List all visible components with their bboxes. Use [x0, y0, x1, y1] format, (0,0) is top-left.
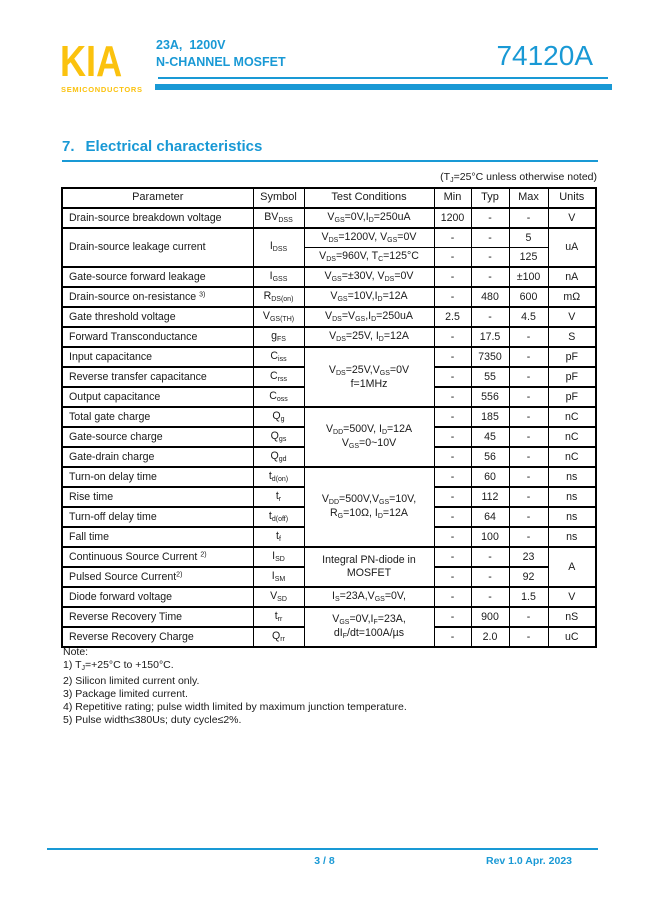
notes-label: Note: [63, 646, 89, 658]
value-cell: 45 [471, 427, 509, 447]
header-subtitle [156, 37, 286, 71]
value-cell: 17.5 [471, 327, 509, 347]
table-row [62, 307, 596, 327]
note-item: 5) Pulse width≤380Us; duty cycle≤2%. [63, 713, 242, 726]
value-cell: $R_{DS(on)}$ [253, 287, 304, 307]
value-cell: 2.5 [434, 307, 471, 327]
value-cell: 60 [471, 467, 509, 487]
value-cell: - [509, 487, 548, 507]
value-cell: - [434, 387, 471, 407]
table-row [62, 587, 596, 607]
value-cell: 600 [509, 287, 548, 307]
value-cell: $BV_{DSS}$ [253, 208, 304, 228]
value-cell: - [434, 228, 471, 248]
value-cell: 5 [509, 228, 548, 248]
value-cell: $t_{rr}$ [253, 607, 304, 627]
value-cell: $V_{SD}$ [253, 587, 304, 607]
value-cell: $C_{rss}$ [253, 367, 304, 387]
value-cell: $Q_{gs}$ [253, 427, 304, 447]
value-cell: ns [548, 527, 596, 547]
value-cell: ns [548, 487, 596, 507]
value-cell: $V_{DS}=V_{GS},I_D=250uA$ [304, 307, 434, 327]
value-cell: - [434, 607, 471, 627]
parameter-cell: Drain-source leakage current [62, 228, 253, 267]
parameter-cell: Total gate charge [62, 407, 253, 427]
parameter-cell: Pulsed Source Current$^{2)}$ [62, 567, 253, 587]
value-cell: - [509, 467, 548, 487]
device-type-line: N-CHANNEL MOSFET [156, 55, 286, 69]
value-cell: - [434, 627, 471, 647]
value-cell: A [548, 547, 596, 587]
value-cell: $Q_{rr}$ [253, 627, 304, 647]
parameter-cell: Reverse Recovery Time [62, 607, 253, 627]
value-cell: - [509, 347, 548, 367]
value-cell: $t_r$ [253, 487, 304, 507]
value-cell: pF [548, 387, 596, 407]
value-cell: V [548, 208, 596, 228]
value-cell: - [471, 587, 509, 607]
notes-block [63, 646, 407, 727]
value-cell: - [434, 447, 471, 467]
value-cell: 480 [471, 287, 509, 307]
value-cell: 556 [471, 387, 509, 407]
parameter-cell: Forward Transconductance [62, 327, 253, 347]
value-cell: $t_f$ [253, 527, 304, 547]
value-cell: - [471, 307, 509, 327]
column-header: Min [434, 188, 471, 208]
electrical-characteristics-table [61, 187, 597, 648]
notes-list [63, 659, 407, 727]
value-cell: nC [548, 447, 596, 467]
value-cell: - [434, 367, 471, 387]
table-header-row [62, 188, 596, 208]
footer-rule [47, 848, 598, 850]
value-cell: ±100 [509, 267, 548, 287]
parameter-cell: Gate-source forward leakage [62, 267, 253, 287]
value-cell: - [471, 248, 509, 268]
value-cell: - [434, 287, 471, 307]
note-item: 3) Package limited current. [63, 687, 188, 700]
kia-logo: KIA [60, 37, 123, 86]
conditions-note: ($T_J=25^\circ C$ unless otherwise noted) [440, 171, 597, 184]
value-cell: nC [548, 427, 596, 447]
section-rule [62, 160, 598, 162]
value-cell: $V_{GS}=10V,I_D=12A$ [304, 287, 434, 307]
value-cell: 112 [471, 487, 509, 507]
part-number: 74120A [496, 40, 593, 71]
value-cell: $V_{GS(TH)}$ [253, 307, 304, 327]
value-cell: S [548, 327, 596, 347]
value-cell: $I_{SM}$ [253, 567, 304, 587]
value-cell: $V_{DS}=25V,V_{GS}=0V$ f=1MHz [304, 347, 434, 407]
value-cell: 2.0 [471, 627, 509, 647]
value-cell: Integral PN-diode in MOSFET [304, 547, 434, 587]
table-row [62, 347, 596, 367]
section-number: 7. [62, 138, 75, 155]
page-indicator: 3 / 8 [314, 855, 335, 867]
value-cell: - [509, 407, 548, 427]
value-cell: $I_{GSS}$ [253, 267, 304, 287]
table-row [62, 607, 596, 627]
value-cell: 100 [471, 527, 509, 547]
parameter-cell: Diode forward voltage [62, 587, 253, 607]
value-cell: $V_{DD}=500V$, $I_D=12A$ $V_{GS}=0\sim 10V$ [304, 407, 434, 467]
value-cell: ns [548, 507, 596, 527]
value-cell: - [509, 427, 548, 447]
value-cell: 900 [471, 607, 509, 627]
parameter-cell: Fall time [62, 527, 253, 547]
value-cell: - [434, 527, 471, 547]
value-cell: $V_{DD}=500V,V_{GS}=10V$, $R_G=10\Omega$, $I_D=12A$ [304, 467, 434, 547]
value-cell: - [509, 527, 548, 547]
parameter-cell: Input capacitance [62, 347, 253, 367]
value-cell: - [434, 567, 471, 587]
section-heading [62, 138, 262, 155]
value-cell: V [548, 587, 596, 607]
value-cell: 64 [471, 507, 509, 527]
value-cell: $V_{GS}=0V,I_F=23A$, $dI_F/dt=100A/\mu s$ [304, 607, 434, 647]
value-cell: $I_{DSS}$ [253, 228, 304, 267]
value-cell: - [471, 567, 509, 587]
value-cell: $I_{SD}$ [253, 547, 304, 567]
value-cell: - [509, 387, 548, 407]
parameter-cell: Gate-source charge [62, 427, 253, 447]
parameter-cell: Reverse transfer capacitance [62, 367, 253, 387]
value-cell: $Q_g$ [253, 407, 304, 427]
column-header: Parameter [62, 188, 253, 208]
value-cell: V [548, 307, 596, 327]
value-cell: uA [548, 228, 596, 267]
parameter-cell: Drain-source breakdown voltage [62, 208, 253, 228]
value-cell: - [434, 427, 471, 447]
value-cell: ns [548, 467, 596, 487]
value-cell: 1200 [434, 208, 471, 228]
table-row [62, 327, 596, 347]
column-header: Units [548, 188, 596, 208]
value-cell: 56 [471, 447, 509, 467]
value-cell: - [471, 208, 509, 228]
value-cell: $g_{FS}$ [253, 327, 304, 347]
section-title: Electrical characteristics [85, 138, 263, 155]
value-cell: mΩ [548, 287, 596, 307]
value-cell: - [471, 547, 509, 567]
value-cell: nC [548, 407, 596, 427]
value-cell: $V_{DS}=25V$, $I_D=12A$ [304, 327, 434, 347]
value-cell: - [434, 587, 471, 607]
value-cell: - [509, 447, 548, 467]
value-cell: - [434, 467, 471, 487]
table-row [62, 208, 596, 228]
value-cell: pF [548, 367, 596, 387]
value-cell: $V_{GS}=0V,I_D=250uA$ [304, 208, 434, 228]
value-cell: $I_S=23A,V_{GS}=0V$, [304, 587, 434, 607]
value-cell: $V_{DS}=960V$, $T_C=125^\circ C$ [304, 248, 434, 268]
value-cell: 125 [509, 248, 548, 268]
value-cell: 185 [471, 407, 509, 427]
value-cell: - [434, 327, 471, 347]
value-cell: $V_{GS}=\pm 30V$, $V_{DS}=0V$ [304, 267, 434, 287]
table-row [62, 287, 596, 307]
table-row [62, 267, 596, 287]
value-cell: 7350 [471, 347, 509, 367]
value-cell: - [471, 267, 509, 287]
value-cell: - [509, 607, 548, 627]
value-cell: - [471, 228, 509, 248]
parameter-cell: Rise time [62, 487, 253, 507]
parameter-cell: Turn-off delay time [62, 507, 253, 527]
value-cell: - [434, 407, 471, 427]
column-header: Symbol [253, 188, 304, 208]
header-rule-thin [158, 77, 608, 79]
column-header: Test Conditions [304, 188, 434, 208]
table-row [62, 407, 596, 427]
value-cell: nA [548, 267, 596, 287]
value-cell: $C_{oss}$ [253, 387, 304, 407]
table-row [62, 467, 596, 487]
value-cell: 92 [509, 567, 548, 587]
header-rule-thick [155, 84, 612, 90]
revision-label: Rev 1.0 Apr. 2023 [486, 855, 572, 867]
note-item: 1) $T_J=+25^\circ C$ to +150°C. [63, 659, 174, 672]
value-cell: - [434, 267, 471, 287]
value-cell: pF [548, 347, 596, 367]
value-cell: - [509, 208, 548, 228]
value-cell: - [434, 487, 471, 507]
value-cell: - [434, 547, 471, 567]
value-cell: $Q_{gd}$ [253, 447, 304, 467]
parameter-cell: Turn-on delay time [62, 467, 253, 487]
value-cell: - [434, 248, 471, 268]
value-cell: $C_{iss}$ [253, 347, 304, 367]
column-header: Typ [471, 188, 509, 208]
value-cell: nS [548, 607, 596, 627]
value-cell: - [509, 327, 548, 347]
parameter-cell: Gate-drain charge [62, 447, 253, 467]
value-cell: 1.5 [509, 587, 548, 607]
note-item: 2) Silicon limited current only. [63, 674, 200, 687]
value-cell: 23 [509, 547, 548, 567]
column-header: Max [509, 188, 548, 208]
table-row [62, 228, 596, 248]
parameter-cell: Output capacitance [62, 387, 253, 407]
parameter-cell: Gate threshold voltage [62, 307, 253, 327]
value-cell: 55 [471, 367, 509, 387]
value-cell: - [509, 627, 548, 647]
parameter-cell: Drain-source on-resistance $^{3)}$ [62, 287, 253, 307]
value-cell: - [434, 347, 471, 367]
note-item: 4) Repetitive rating; pulse width limited by maximum junction temperature. [63, 700, 407, 713]
value-cell: - [509, 367, 548, 387]
parameter-cell: Continuous Source Current $^{2)}$ [62, 547, 253, 567]
parameter-cell: Reverse Recovery Charge [62, 627, 253, 647]
value-cell: $t_{d(on)}$ [253, 467, 304, 487]
value-cell: - [434, 507, 471, 527]
value-cell: 4.5 [509, 307, 548, 327]
value-cell: - [509, 507, 548, 527]
table-row [62, 547, 596, 567]
table-body [62, 208, 596, 647]
value-cell: $V_{DS}=1200V$, $V_{GS}=0V$ [304, 228, 434, 248]
logo-tagline: SEMICONDUCTORS [61, 85, 143, 94]
value-cell: $t_{d(off)}$ [253, 507, 304, 527]
value-cell: uC [548, 627, 596, 647]
rating-line: 23A, 1200V [156, 38, 226, 52]
